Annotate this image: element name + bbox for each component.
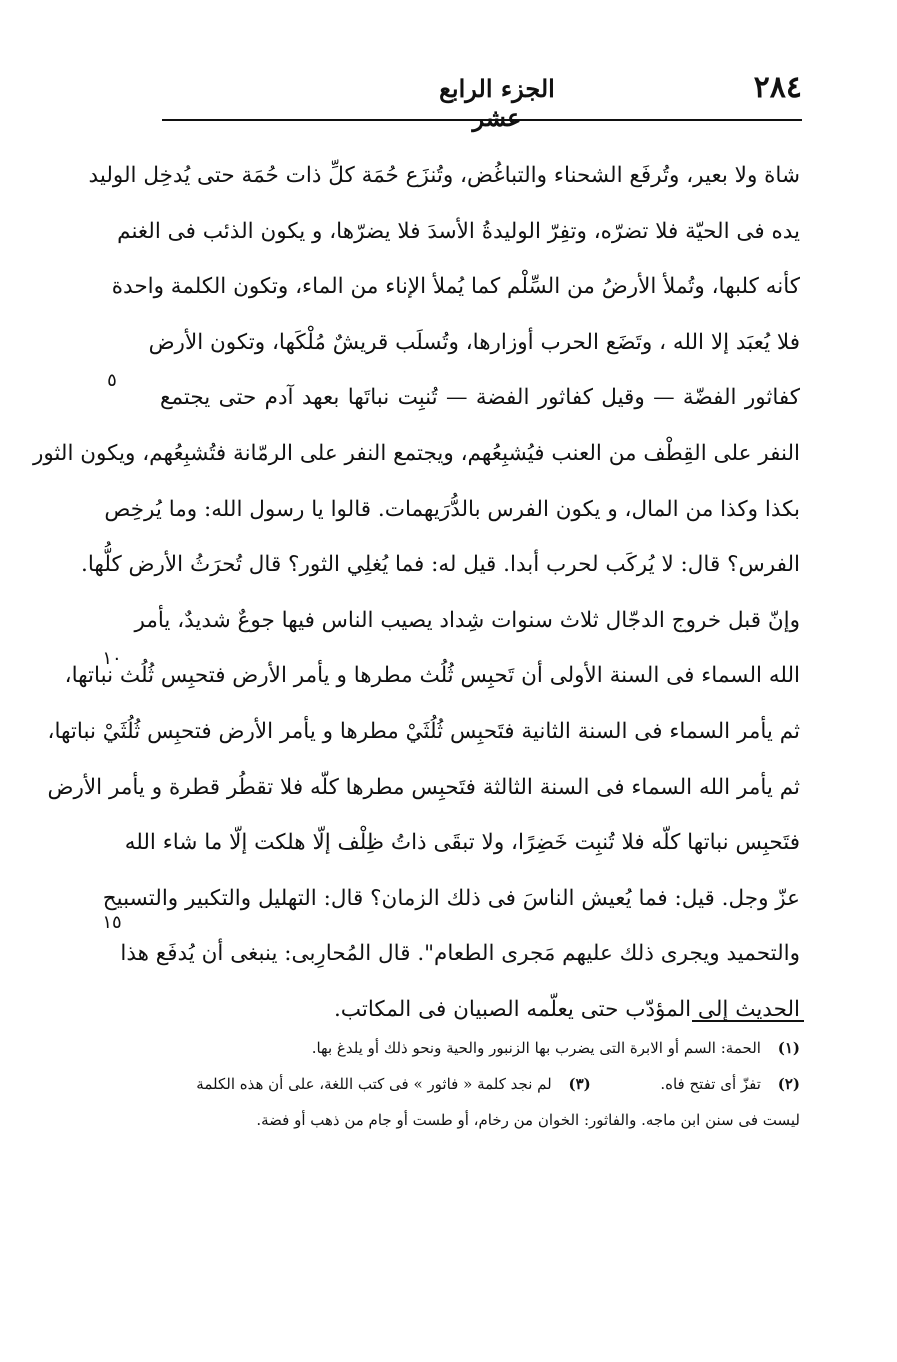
line-number-5: ٥ [107,370,117,391]
text-line: النفر على القِطْف من العنب فيُشبِعُهم، ويجتمع النفر على الرمّانة فتُشبِعُهم، ويكون الثور [32,440,800,466]
footnote-2-3 [160,1066,800,1102]
text-line: يده فى الحيّة فلا تضرّه، وتفِرّ الوليدةُ الأسدَ فلا يضرّها، و يكون الذئب فى الغنم [117,218,800,244]
header-rule [162,119,802,121]
page-header [162,68,802,132]
line-number-15: ١٥ [102,912,122,933]
text-line: فلا يُعبَد إلا الله ، وتَضَع الحرب أوزارها، وتُسلَب قريشٌ مُلْكَها، وتكون الأرض [148,329,800,355]
text-line: الحديث إلى المؤدّب حتى يعلّمه الصبيان فى المكاتب. [333,996,800,1022]
footnote-text: الحمة: السم أو الابرة التى يضرب بها الزنبور والحية ونحو ذلك أو يلدغ بها. [311,1039,761,1057]
footnote-marker: (٣) [568,1075,591,1093]
line-number-10: ١٠ [102,648,122,669]
text-line: الله السماء فى السنة الأولى أن تَحبِس ثُلُث مطرها و يأمر الأرض فتحبِس ثُلُث نباتها، [64,663,800,689]
text-line: والتحميد ويجرى ذلك عليهم مَجرى الطعام". قال المُحارِبى: ينبغى أن يُدفَع هذا [120,941,800,967]
footnote-text: لم نجد كلمة « فاثور » فى كتب اللغة، على أن هذه الكلمة [196,1075,552,1093]
text-line: شاة ولا بعير، وتُرفَع الشحناء والتباغُض، وتُنزَع حُمَة كلِّ ذات حُمَة حتى يُدخِل الوليد [88,163,800,188]
page-number: ٢٨٤ [753,70,802,105]
text-line: عزّ وجل. قيل: فما يُعيش الناسَ فى ذلك الزمان؟ قال: التهليل والتكبير والتسبيح [102,885,800,911]
footnotes [160,1030,800,1138]
text-line: كفاثور الفضّة — وقيل كفاثور الفضة — تُنبِت نباتَها بعهد آدم حتى يجتمع [160,385,800,411]
text-line: الفرس؟ قال: لا يُركَب لحرب أبدا. قيل له: فما يُغلِي الثور؟ قال تُحرَثُ الأرض كلُّها. [81,552,800,578]
text-line: فتَحبِس نباتها كلّه فلا تُنبِت خَضِرًا، ولا تبقَى ذاتُ ظِلْف إلّا هلكت إلّا ما شاء الله [124,830,800,856]
footnote-text: تفزّ أى تفتح فاه. [660,1075,761,1093]
footnote-marker: (٢) [777,1075,800,1093]
text-line: وإنّ قبل خروج الدجّال ثلاث سنوات شِداد يصيب الناس فيها جوعٌ شديدٌ، يأمر [134,607,800,633]
text-line: كأنه كلبها، وتُملأ الأرضُ من السِّلْم كما يُملأ الإناء من الماء، وتكون الكلمة واحدة [111,274,800,300]
footnote-1 [160,1030,800,1066]
text-line: بكذا وكذا من المال، و يكون الفرس بالدُّرَيهمات. قالوا يا رسول الله: وما يُرخِص [104,496,800,522]
running-title: الجزء الرابع عشر [439,74,555,132]
text-line: ثم يأمر السماء فى السنة الثانية فتَحبِس ثُلُثَيْ مطرها و يأمر الأرض فتحبِس ثُلُثَيْ نباتها، [47,718,800,744]
footnote-rule [692,1020,804,1022]
text-line: ثم يأمر الله السماء فى السنة الثالثة فتَحبِس مطرها كلّه فلا تقطُر قطرة و يأمر الأرض [47,774,800,800]
footnote-3-continued: ليست فى سنن ابن ماجه. والفاثور: الخوان من رخام، أو طست أو جام من ذهب أو فضة. [256,1111,800,1129]
footnote-marker: (١) [777,1039,800,1057]
